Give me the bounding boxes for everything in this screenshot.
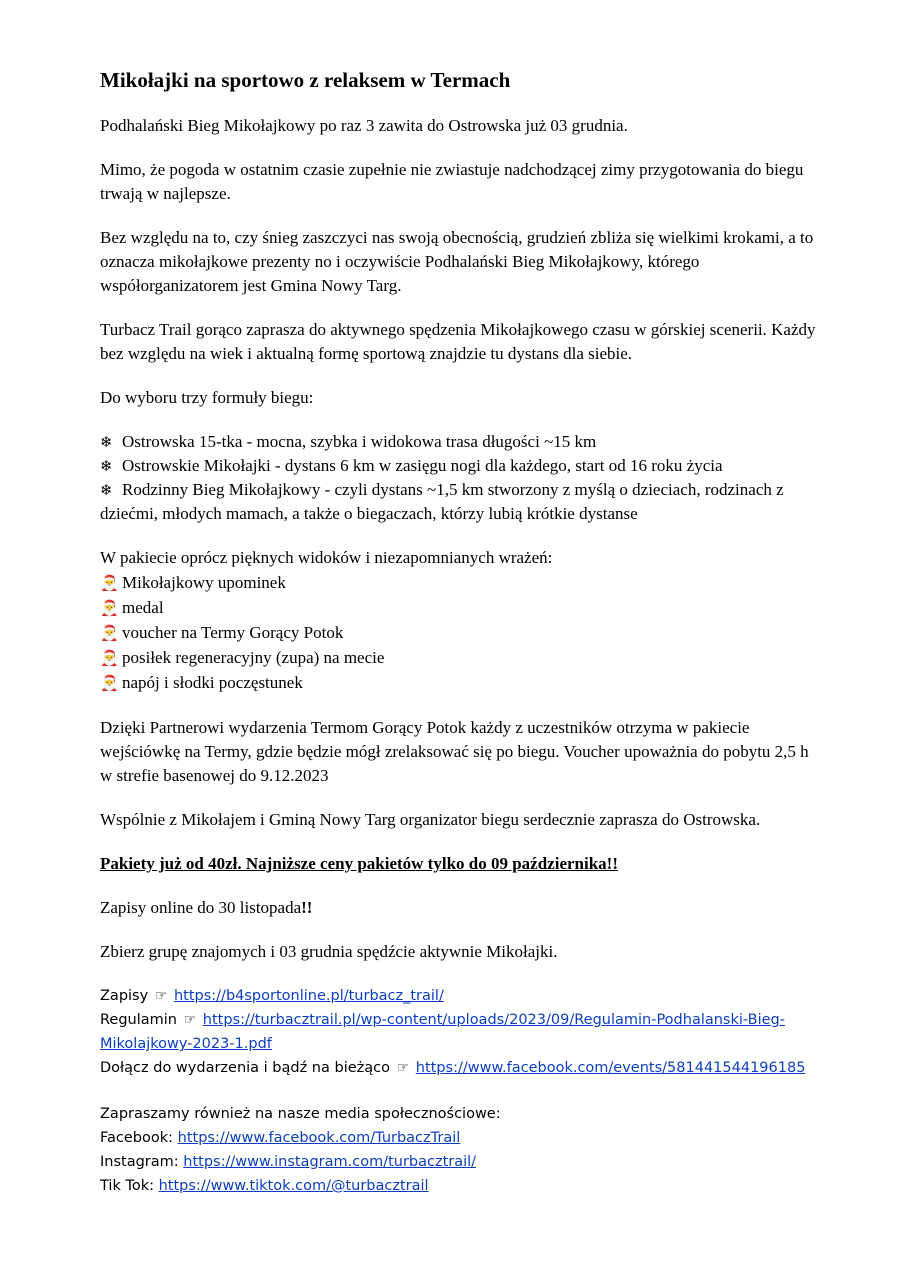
paragraph-group: Zbierz grupę znajomych i 03 grudnia spędźcie aktywnie Mikołajki. xyxy=(100,942,558,961)
list-item: 🎅 Mikołajkowy upominek xyxy=(100,571,820,596)
tiktok-link[interactable]: https://www.tiktok.com/@turbacztrail xyxy=(158,1178,429,1194)
list-item: 🎅 medal xyxy=(100,596,820,621)
santa-icon: 🎅 xyxy=(100,574,119,592)
pointing-hand-icon: ☞ xyxy=(154,988,168,1004)
regulations-link-row: Regulamin ☞ https://turbacztrail.pl/wp-content/uploads/2023/09/Regulamin-Podhalanski-Bieg- xyxy=(100,1012,785,1028)
signup-link[interactable]: https://b4sportonline.pl/turbacz_trail/ xyxy=(173,988,444,1004)
facebook-link[interactable]: https://www.facebook.com/TurbaczTrail xyxy=(177,1130,461,1146)
social-intro: Zapraszamy również na nasze media społecznościowe: xyxy=(100,1106,501,1122)
paragraph-invitation: Turbacz Trail gorąco zaprasza do aktywnego spędzenia Mikołajkowego czasu w górskiej scenerii. Każdy bez względu na wiek i aktualną formę sportową znajdzie tu dystans dla siebie. xyxy=(100,320,816,363)
social-section xyxy=(100,1102,820,1198)
formulas-list xyxy=(100,430,820,526)
paragraph-signup: Zapisy online do 30 listopada!! xyxy=(100,898,313,917)
list-item: ❄ Ostrowskie Mikołajki - dystans 6 km w zasięgu nogi dla każdego, start od 16 roku życia xyxy=(100,454,820,478)
event-link[interactable]: https://www.facebook.com/events/581441544196185 xyxy=(415,1060,806,1076)
instagram-row: Instagram: https://www.instagram.com/turbacztrail/ xyxy=(100,1154,477,1170)
santa-icon: 🎅 xyxy=(100,674,119,692)
list-item: 🎅 voucher na Termy Gorący Potok xyxy=(100,621,820,646)
snowflake-icon: ❄ xyxy=(100,481,113,499)
document-title: Mikołajki na sportowo z relaksem w Termach xyxy=(100,68,511,92)
instagram-link[interactable]: https://www.instagram.com/turbacztrail/ xyxy=(183,1154,477,1170)
event-link-row: Dołącz do wydarzenia i bądź na bieżąco ☞ https://www.facebook.com/events/581441544196185 xyxy=(100,1060,806,1076)
snowflake-icon: ❄ xyxy=(100,457,113,475)
paragraph-intro: Podhalański Bieg Mikołajkowy po raz 3 zawita do Ostrowska już 03 grudnia. xyxy=(100,116,628,135)
paragraph-partner: Dzięki Partnerowi wydarzenia Termom Gorący Potok każdy z uczestników otrzyma w pakiecie wejściówkę na Termy, gdzie będzie mógł zrelaksować się po biegu. Voucher upoważnia do pobytu 2,5 h w strefie basenowej do 9.12.2023 xyxy=(100,718,809,785)
regulations-link-cont[interactable]: Mikolajkowy-2023-1.pdf xyxy=(100,1036,272,1052)
paragraph-formulas-intro: Do wyboru trzy formuły biegu: xyxy=(100,388,314,407)
santa-icon: 🎅 xyxy=(100,599,119,617)
document-page xyxy=(100,66,820,1198)
snowflake-icon: ❄ xyxy=(100,433,113,451)
promo-banner: Pakiety już od 40zł. Najniższe ceny pakietów tylko do 09 października!! xyxy=(100,854,618,873)
list-item: ❄ Rodzinny Bieg Mikołajkowy - czyli dystans ~1,5 km stworzony z myślą o dzieciach, rodzinach z dziećmi, młodych mamach, a także o biegaczach, którzy lubią krótkie dystanse xyxy=(100,480,784,523)
paragraph-snow: Bez względu na to, czy śnieg zaszczyci nas swoją obecnością, grudzień zbliża się wielkimi krokami, a to oznacza mikołajkowe prezenty no i oczywiście Podhalański Bieg Mikołajkowy, którego współorganizatorem jest Gmina Nowy Targ. xyxy=(100,228,814,295)
santa-icon: 🎅 xyxy=(100,649,119,667)
paragraph-weather: Mimo, że pogoda w ostatnim czasie zupełnie nie zwiastuje nadchodzącej zimy przygotowania do biegu trwają w najlepsze. xyxy=(100,160,804,203)
signup-link-row: Zapisy ☞ https://b4sportonline.pl/turbacz_trail/ xyxy=(100,988,444,1004)
santa-icon: 🎅 xyxy=(100,624,119,642)
list-item: 🎅 napój i słodki poczęstunek xyxy=(100,671,820,696)
regulations-link[interactable]: https://turbacztrail.pl/wp-content/uploads/2023/09/Regulamin-Podhalanski-Bieg- xyxy=(202,1012,785,1028)
package-intro: W pakiecie oprócz pięknych widoków i niezapomnianych wrażeń: xyxy=(100,548,553,567)
list-item: 🎅 posiłek regeneracyjny (zupa) na mecie xyxy=(100,646,820,671)
package-list xyxy=(100,546,820,696)
regulations-link-row-cont xyxy=(100,1032,820,1056)
pointing-hand-icon: ☞ xyxy=(183,1012,197,1028)
links-section xyxy=(100,984,820,1198)
paragraph-organizer: Wspólnie z Mikołajem i Gminą Nowy Targ organizator biegu serdecznie zaprasza do Ostrowska. xyxy=(100,810,761,829)
pointing-hand-icon: ☞ xyxy=(396,1060,410,1076)
facebook-row: Facebook: https://www.facebook.com/TurbaczTrail xyxy=(100,1130,461,1146)
list-item: ❄ Ostrowska 15-tka - mocna, szybka i widokowa trasa długości ~15 km xyxy=(100,430,820,454)
tiktok-row: Tik Tok: https://www.tiktok.com/@turbacztrail xyxy=(100,1178,429,1194)
